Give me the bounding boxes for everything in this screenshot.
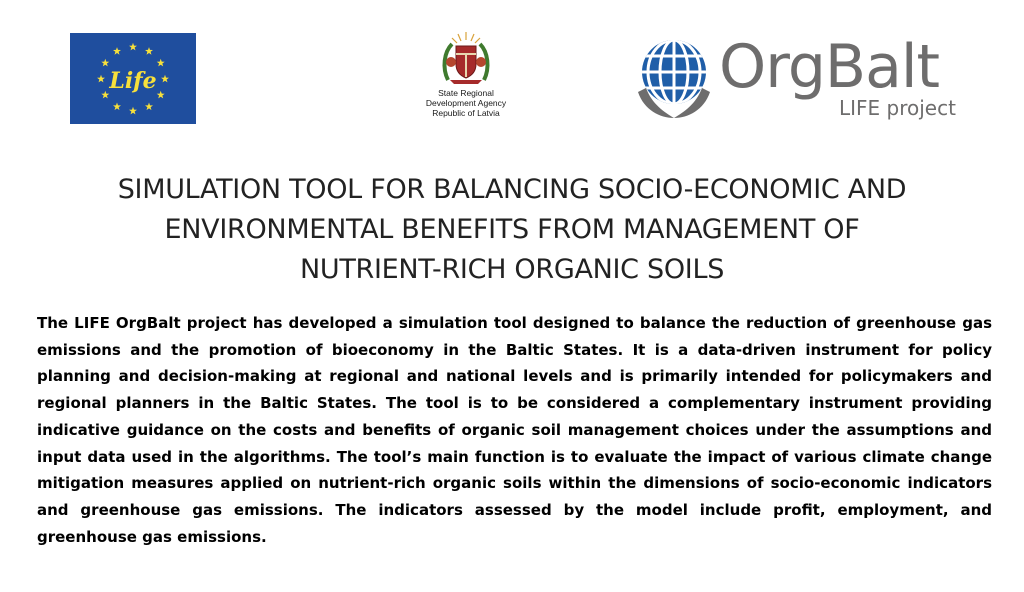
star-icon (101, 91, 109, 99)
orgbalt-subtitle: LIFE project (839, 96, 956, 120)
star-icon (113, 47, 121, 55)
agency-line: State Regional (438, 88, 494, 98)
star-icon (145, 103, 153, 111)
agency-line: Development Agency (425, 98, 507, 108)
coat-of-arms-icon (438, 30, 494, 86)
logo-bar (0, 0, 1024, 150)
star-icon (161, 75, 169, 83)
agency-name (412, 88, 520, 118)
orgbalt-name: OrgBalt (719, 32, 940, 102)
star-icon (97, 75, 105, 83)
orgbalt-logo (634, 32, 964, 128)
title-line: SIMULATION TOOL FOR BALANCING SOCIO-ECONOMIC AND (117, 174, 907, 205)
eu-life-logo (70, 33, 196, 124)
life-logo-text: Life (109, 68, 157, 94)
agency-line: Republic of Latvia (432, 108, 500, 118)
life-stars-icon (70, 33, 196, 124)
document-title (20, 170, 1004, 290)
star-icon (113, 103, 121, 111)
agency-logo (412, 30, 520, 140)
star-icon (101, 59, 109, 67)
globe-hands-icon (634, 36, 714, 120)
star-icon (157, 91, 165, 99)
body-paragraph: The LIFE OrgBalt project has developed a simulation tool designed to balance the reduction of greenhouse gas emissions and the promotion of bioeconomy in the Baltic States. It is a data-driven instrument for policy planning and decision-making at regional and national levels and is primarily intended for policymakers and regional planners in the Baltic States. The tool is to be considered a complementary instrument providing indicative guidance on the costs and benefits of organic soil management choices under the assumptions and input data used in the algorithms. The tool’s main function is to evaluate the impact of various climate change mitigation measures applied on nutrient-rich organic soils within the dimensions of socio-economic indicators and greenhouse gas emissions. The indicators assessed by the model include profit, employment, and greenhouse gas emissions. (37, 314, 992, 546)
star-icon (129, 43, 137, 51)
star-icon (129, 107, 137, 115)
title-line: ENVIRONMENTAL BENEFITS FROM MANAGEMENT OF (164, 214, 860, 245)
star-icon (145, 47, 153, 55)
star-icon (157, 59, 165, 67)
title-line: NUTRIENT-RICH ORGANIC SOILS (299, 254, 725, 285)
